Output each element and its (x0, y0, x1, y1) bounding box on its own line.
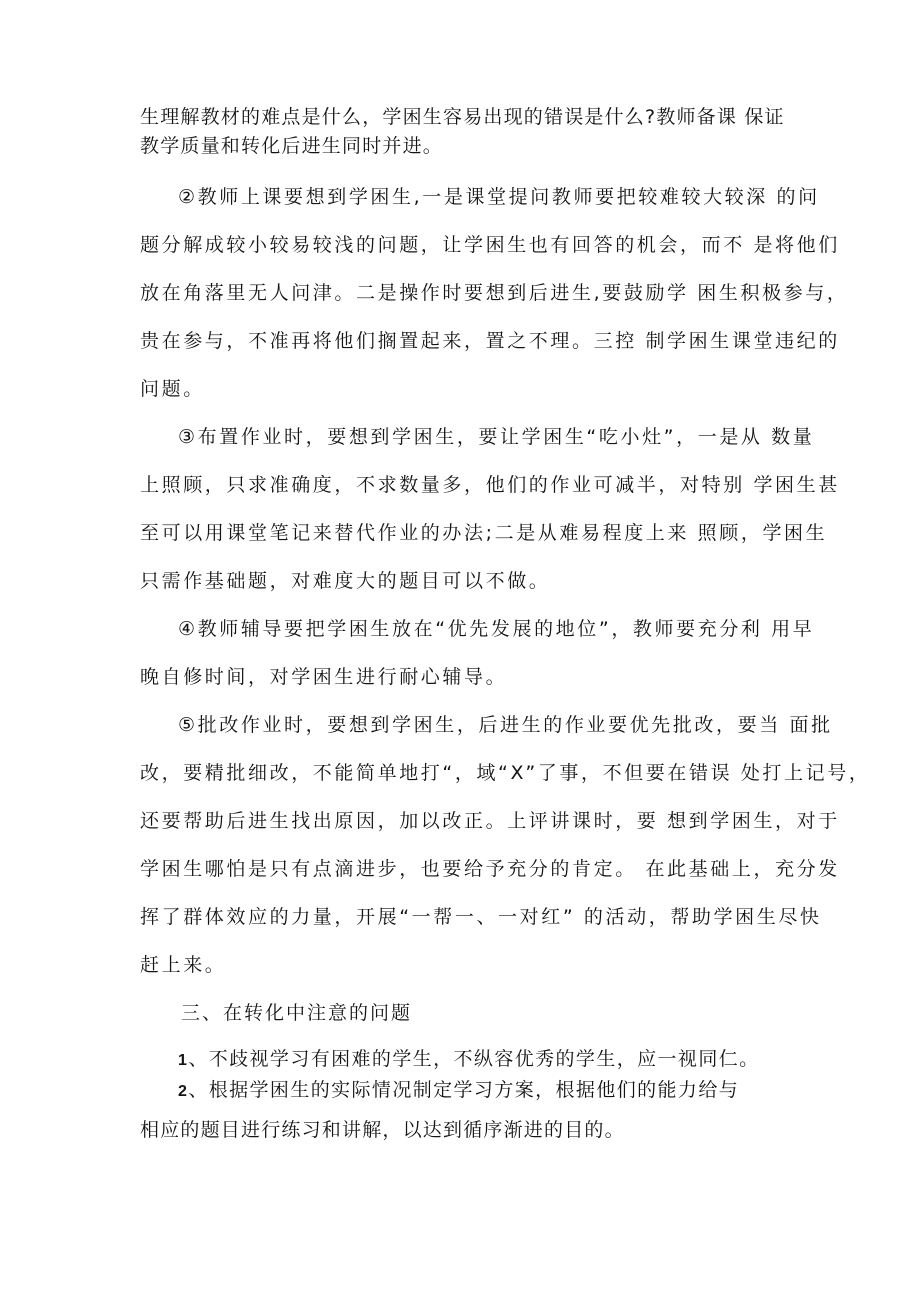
paragraph-line: 相应的题目进行练习和讲解，以达到循序渐进的目的。 (140, 1119, 625, 1141)
paragraph-line: 学困生哪怕是只有点滴进步，也要给予充分的肯定。 在此基础上，充分发 (140, 858, 840, 880)
list-item-text: 、根据学困生的实际情况制定学习方案，根据他们的能力给与 (188, 1079, 740, 1101)
paragraph-line: ④教师辅导要把学困生放在“优先发展的地位”，教师要充分利 用早 (178, 618, 815, 640)
paragraph-line: ③布置作业时，要想到学困生，要让学困生“吃小灶”，一是从 数量 (178, 426, 815, 448)
paragraph-line: 放在角落里无人问津。二是操作时要想到后进生,要鼓励学 困生积极参与， (140, 282, 849, 304)
paragraph-line: 生理解教材的难点是什么，学困生容易出现的错误是什么?教师备课 保证 (140, 106, 785, 128)
list-item-text: 、不歧视学习有困难的学生，不纵容优秀的学生，应一视同仁。 (188, 1048, 760, 1070)
paragraph-line: 问题。 (140, 378, 205, 400)
paragraph-line: ②教师上课要想到学困生,一是课堂提问教师要把较难较大较深 的问 (178, 186, 820, 208)
list-item-number: 1 (178, 1052, 189, 1069)
paragraph-line: 题分解成较小较易较浅的问题，让学困生也有回答的机会，而不 是将他们 (140, 234, 840, 256)
paragraph-line: 至可以用课堂笔记来替代作业的办法;二是从难易程度上来 照顾，学困生 (140, 522, 828, 544)
list-item (178, 1046, 823, 1074)
paragraph-line: 贵在参与，不准再将他们搁置起来，置之不理。三控 制学困生课堂违纪的 (140, 330, 840, 352)
section-heading: 三、在转化中注意的问题 (181, 1002, 413, 1024)
paragraph-line: 挥了群体效应的力量，开展“一帮一、一对红” 的活动，帮助学困生尽快 (140, 906, 822, 928)
paragraph-line: 赶上来。 (140, 954, 227, 976)
list-item (178, 1077, 823, 1105)
paragraph-line: 只需作基础题，对难度大的题目可以不做。 (140, 570, 551, 592)
paragraph-line: 教学质量和转化后进生同时并进。 (140, 135, 444, 157)
list-item-number: 2 (178, 1083, 189, 1100)
paragraph-line: 改，要精批细改，不能简单地打“，域“X”了事，不但要在错误 处打上记号， (140, 762, 871, 784)
paragraph-line: ⑤批改作业时，要想到学困生，后进生的作业要优先批改，要当 面批 (178, 714, 833, 736)
paragraph-line: 上照顾，只求准确度，不求数量多，他们的作业可减半，对特别 学困生甚 (140, 474, 840, 496)
paragraph-line: 还要帮助后进生找出原因，加以改正。上评讲课时，要 想到学困生，对于 (140, 810, 840, 832)
paragraph-line: 晚自修时间，对学困生进行耐心辅导。 (140, 666, 508, 688)
